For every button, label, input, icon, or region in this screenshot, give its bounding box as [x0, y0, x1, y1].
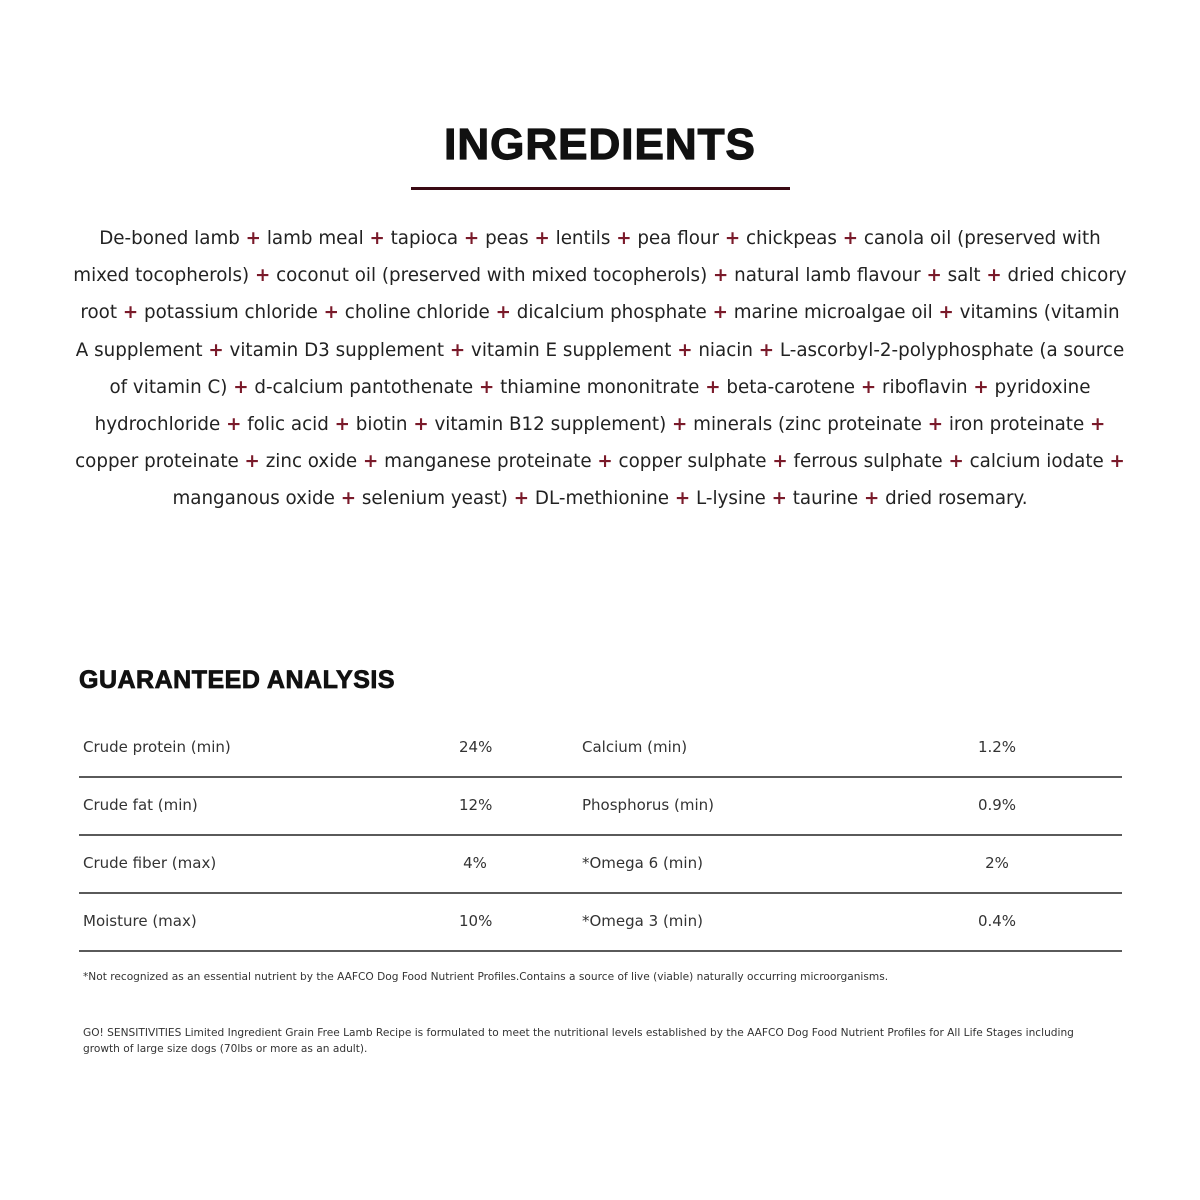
nutrient-value: 0.4% — [977, 912, 1017, 930]
ingredient-item: marine microalgae oil — [733, 302, 933, 324]
ingredient-item: minerals (zinc proteinate — [693, 414, 922, 436]
guaranteed-analysis-title: GUARANTEED ANALYSIS — [79, 666, 396, 694]
plus-separator-icon: + — [449, 339, 466, 361]
nutrient-value: 1.2% — [977, 738, 1017, 756]
nutrient-label: *Omega 6 (min) — [582, 854, 703, 872]
nutrient-label: Phosphorus (min) — [582, 796, 714, 814]
plus-separator-icon: + — [363, 451, 379, 473]
plus-separator-icon: + — [478, 376, 495, 398]
ingredient-item: selenium yeast) — [361, 488, 508, 510]
table-row — [79, 894, 1122, 952]
nutrient-value: 12% — [459, 796, 493, 814]
plus-separator-icon: + — [758, 339, 775, 361]
title-underline — [411, 187, 790, 190]
ingredient-item: taurine — [792, 488, 859, 510]
plus-separator-icon: + — [948, 451, 964, 473]
ingredient-item: calcium iodate — [969, 451, 1104, 473]
plus-separator-icon: + — [244, 451, 260, 473]
ingredient-item: peas — [485, 228, 529, 249]
nutrient-label: Calcium (min) — [582, 738, 688, 756]
plus-separator-icon: + — [938, 302, 954, 324]
ingredient-item: L-lysine — [695, 488, 766, 510]
plus-separator-icon: + — [495, 302, 511, 324]
ingredient-item: vitamin E supplement — [471, 339, 672, 361]
plus-separator-icon: + — [842, 228, 859, 249]
ingredient-item: pyridoxine hydrochloride — [94, 376, 1091, 436]
plus-separator-icon: + — [226, 414, 242, 436]
nutrient-label: Crude fiber (max) — [83, 854, 217, 872]
plus-separator-icon: + — [713, 265, 729, 287]
ingredient-item: vitamins (vitamin A supplement — [75, 302, 1120, 361]
ingredient-item: d-calcium pantothenate — [254, 376, 474, 398]
plus-separator-icon: + — [724, 228, 741, 249]
nutrient-value: 4% — [463, 854, 487, 872]
ingredient-item: riboflavin — [881, 376, 968, 398]
ingredient-item: dried rosemary. — [885, 488, 1028, 510]
plus-separator-icon: + — [334, 414, 350, 436]
table-row — [79, 836, 1122, 894]
footnote: *Not recognized as an essential nutrient by the AAFCO Dog Food Nutrient Profiles.Contains a source of live (viable) naturally occurring microorganisms. — [83, 971, 889, 983]
table-row — [79, 720, 1122, 778]
ingredient-item: copper proteinate — [75, 451, 239, 473]
nutrient-value: 10% — [459, 912, 493, 930]
plus-separator-icon: + — [772, 451, 788, 473]
ingredient-item: iron proteinate — [948, 414, 1085, 436]
ingredient-item: natural lamb flavour — [734, 265, 921, 287]
plus-separator-icon: + — [233, 376, 249, 398]
plus-separator-icon: + — [534, 228, 550, 249]
plus-separator-icon: + — [463, 228, 480, 249]
plus-separator-icon: + — [926, 265, 942, 287]
ingredient-item: L-ascorbyl-2-polyphosphate (a source of vitamin C) — [109, 339, 1125, 398]
nutrient-label: Crude protein (min) — [83, 738, 231, 756]
plus-separator-icon: + — [323, 302, 339, 324]
table-row — [79, 778, 1122, 836]
aafco-statement: GO! SENSITIVITIES Limited Ingredient Grain Free Lamb Recipe is formulated to meet the nutritional levels established by the AAFCO Dog Food Nutrient Profiles for All Life Stages including growth of large size dogs (70lbs or more as an adult). — [83, 1027, 1074, 1055]
plus-separator-icon: + — [245, 228, 261, 249]
ingredient-item: dried chicory root — [80, 265, 1127, 324]
ingredient-item: tapioca — [390, 228, 459, 249]
plus-separator-icon: + — [705, 376, 721, 398]
plus-separator-icon: + — [672, 414, 688, 436]
plus-separator-icon: + — [860, 376, 877, 398]
plus-separator-icon: + — [413, 414, 429, 436]
ingredient-item: niacin — [698, 339, 753, 361]
ingredient-item: copper sulphate — [618, 451, 767, 473]
ingredient-item: lamb meal — [266, 228, 364, 249]
nutrient-label: *Omega 3 (min) — [582, 912, 703, 930]
ingredients-list — [72, 220, 1128, 518]
ingredient-item: vitamin B12 supplement) — [434, 414, 667, 436]
nutrient-label: Crude fat (min) — [83, 796, 198, 814]
ingredient-item: chickpeas — [745, 228, 837, 249]
ingredient-item: dicalcium phosphate — [516, 302, 707, 324]
ingredient-item: coconut oil (preserved with mixed tocopherols) — [276, 265, 708, 287]
ingredient-item: canola oil (preserved with mixed tocopherols) — [73, 228, 1101, 287]
guaranteed-analysis-table — [79, 720, 1122, 952]
plus-separator-icon: + — [674, 488, 691, 510]
nutrient-value: 24% — [459, 738, 493, 756]
plus-separator-icon: + — [254, 265, 271, 287]
ingredient-item: choline chloride — [344, 302, 490, 324]
plus-separator-icon: + — [1090, 414, 1106, 436]
plus-separator-icon: + — [122, 302, 139, 324]
plus-separator-icon: + — [369, 228, 385, 249]
nutrient-value: 2% — [985, 854, 1009, 872]
plus-separator-icon: + — [340, 488, 357, 510]
ingredient-item: manganese proteinate — [384, 451, 592, 473]
plus-separator-icon: + — [863, 488, 880, 510]
ingredient-item: zinc oxide — [265, 451, 358, 473]
ingredient-item: manganous oxide — [172, 488, 335, 510]
ingredient-item: De-boned lamb — [99, 228, 240, 249]
nutrient-label: Moisture (max) — [83, 912, 197, 930]
ingredients-title: INGREDIENTS — [444, 120, 756, 169]
plus-separator-icon: + — [597, 451, 613, 473]
ingredient-item: lentils — [555, 228, 611, 249]
plus-separator-icon: + — [677, 339, 693, 361]
plus-separator-icon: + — [513, 488, 530, 510]
ingredient-item: DL-methionine — [534, 488, 670, 510]
plus-separator-icon: + — [973, 376, 989, 398]
ingredient-item: folic acid — [247, 414, 329, 436]
ingredient-item: beta-carotene — [726, 376, 856, 398]
plus-separator-icon: + — [616, 228, 632, 249]
plus-separator-icon: + — [927, 414, 944, 436]
ingredient-item: potassium chloride — [143, 302, 318, 324]
ingredient-item: vitamin D3 supplement — [229, 339, 445, 361]
plus-separator-icon: + — [712, 302, 728, 324]
plus-separator-icon: + — [986, 265, 1002, 287]
plus-separator-icon: + — [208, 339, 224, 361]
plus-separator-icon: + — [1109, 451, 1125, 473]
ingredient-item: biotin — [355, 414, 408, 436]
ingredient-item: salt — [947, 265, 981, 287]
plus-separator-icon: + — [771, 488, 787, 510]
ingredient-item: ferrous sulphate — [793, 451, 943, 473]
ingredient-item: thiamine mononitrate — [500, 376, 700, 398]
nutrient-value: 0.9% — [977, 796, 1017, 814]
ingredient-item: pea flour — [637, 228, 719, 249]
